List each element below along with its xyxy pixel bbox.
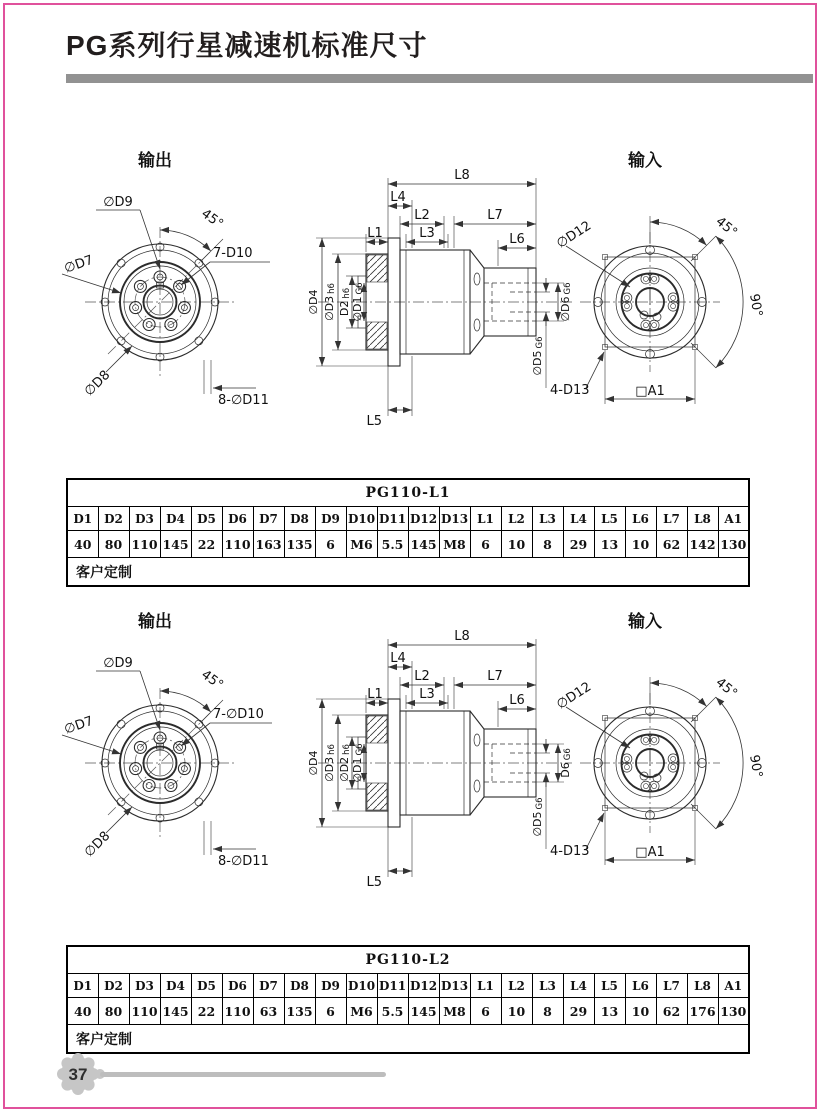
table2-value-cell: 40 <box>67 998 98 1025</box>
dim-l6: L6 <box>509 232 525 247</box>
output-screw-circle-2 <box>130 732 191 792</box>
table1-value-cell: 110 <box>129 531 160 558</box>
table2-value-cell: 6 <box>470 998 501 1025</box>
dim-l8-2: L8 <box>454 629 470 644</box>
dim-d12-label-2: ∅D12 <box>554 679 595 713</box>
dim-d4: ∅D4 <box>307 289 320 315</box>
table2-header-cell: D4 <box>160 974 191 998</box>
table1-header-cell: D10 <box>346 507 377 531</box>
table2-header-cell: D6 <box>222 974 253 998</box>
dim-l2: L2 <box>414 208 430 223</box>
dim-d5: ∅D5G6 <box>531 336 545 376</box>
table-pg110-l1 <box>66 478 750 587</box>
table2-header-cell: D12 <box>408 974 439 998</box>
table2-value-cell: 63 <box>253 998 284 1025</box>
dim-l6-2: L6 <box>509 693 525 708</box>
table2-header-cell: D5 <box>191 974 222 998</box>
dim-d3-2: ∅D3h6 <box>323 744 337 782</box>
table1-value-cell: 135 <box>284 531 315 558</box>
dim-d7-label: ∅D7 <box>62 252 96 277</box>
table2-value-cell: 80 <box>98 998 129 1025</box>
dim-l4-2: L4 <box>390 651 406 666</box>
dim-d6: ∅D6G6 <box>559 282 573 322</box>
table2-value-cell: 6 <box>315 998 346 1025</box>
table1-value-cell: 6 <box>470 531 501 558</box>
dim-4-d13-label-2: 4-D13 <box>550 844 590 859</box>
table2-header-cell: L7 <box>656 974 687 998</box>
output-screw-circle <box>130 271 191 331</box>
table1-header-cell: D13 <box>439 507 470 531</box>
table1-header-cell: A1 <box>718 507 749 531</box>
dim-d9-label: ∅D9 <box>103 195 133 210</box>
dim-d9-label-2: ∅D9 <box>103 656 133 671</box>
table1-header-cell: D6 <box>222 507 253 531</box>
table1-value-cell: 29 <box>563 531 594 558</box>
angle-45-label: 45° <box>198 206 226 233</box>
dim-l7-2: L7 <box>487 669 503 684</box>
dim-l5: L5 <box>366 414 382 429</box>
dim-d12-label: ∅D12 <box>554 218 595 252</box>
table1-footer: 客户定制 <box>67 558 749 587</box>
dim-d7-label-2: ∅D7 <box>62 713 96 738</box>
table2-header-cell: L4 <box>563 974 594 998</box>
table2-value-cell: 110 <box>129 998 160 1025</box>
table2-value-cell: 10 <box>501 998 532 1025</box>
table1-value-cell: 142 <box>687 531 718 558</box>
page-title: PG系列行星减速机标准尺寸 <box>66 30 428 61</box>
angle-45-input-label: 45° <box>712 214 740 241</box>
table1-header-cell: D12 <box>408 507 439 531</box>
table2-value-cell: 29 <box>563 998 594 1025</box>
dim-d5-2: ∅D5G6 <box>531 797 545 837</box>
dim-d2-2: ∅D2h6 <box>338 744 352 782</box>
table1-header-cell: L1 <box>470 507 501 531</box>
dim-l7: L7 <box>487 208 503 223</box>
table2-value-cell: 62 <box>656 998 687 1025</box>
table1-header-cell: D8 <box>284 507 315 531</box>
table2-footer: 客户定制 <box>67 1025 749 1054</box>
section2-drawings <box>20 603 800 903</box>
table2-header-cell: D9 <box>315 974 346 998</box>
table2-header-cell: D13 <box>439 974 470 998</box>
dim-l1: L1 <box>367 226 383 241</box>
table2-value-cell: 110 <box>222 998 253 1025</box>
input-rear-view <box>550 214 765 404</box>
dim-d3: ∅D3h6 <box>323 283 337 321</box>
table1-header-cell: L7 <box>656 507 687 531</box>
table1-header-cell: L4 <box>563 507 594 531</box>
table1-header-cell: L3 <box>532 507 563 531</box>
table2-value-cell: M6 <box>346 998 377 1025</box>
table1-title: PG110-L1 <box>67 479 749 507</box>
input-view-title: 输入 <box>628 151 662 171</box>
dim-a1-label-2: □A1 <box>635 845 665 860</box>
table1-value-cell: 62 <box>656 531 687 558</box>
section1-drawings <box>20 142 800 442</box>
dim-d8-label-2: ∅D8 <box>81 828 114 861</box>
dim-l1-2: L1 <box>367 687 383 702</box>
angle-45-input-label-2: 45° <box>712 675 740 702</box>
output-front-view-2 <box>62 656 272 869</box>
input-rear-view-2 <box>550 675 765 865</box>
table2-header-cell: D8 <box>284 974 315 998</box>
table2-header-cell: D11 <box>377 974 408 998</box>
title-underline-bar <box>66 74 813 83</box>
table2-header-cell: L1 <box>470 974 501 998</box>
table2-header-cell: D1 <box>67 974 98 998</box>
table1-header-cell: D5 <box>191 507 222 531</box>
table2-value-cell: 5.5 <box>377 998 408 1025</box>
table2-value-cell: 13 <box>594 998 625 1025</box>
table2-header-cell: D3 <box>129 974 160 998</box>
table1-value-cell: 80 <box>98 531 129 558</box>
dim-l4: L4 <box>390 190 406 205</box>
table2-value-cell: 176 <box>687 998 718 1025</box>
dim-d1-2: ∅D1G6 <box>351 743 365 783</box>
output-view-title: 输出 <box>138 151 172 171</box>
page-number: 37 <box>68 1065 88 1084</box>
output-view-title-2: 输出 <box>138 612 172 632</box>
table1-value-cell: 10 <box>501 531 532 558</box>
table2-value-cell: 10 <box>625 998 656 1025</box>
dim-7-d10-label-2: 7-∅D10 <box>213 707 264 722</box>
dim-l2-2: L2 <box>414 669 430 684</box>
angle-45-label-2: 45° <box>198 667 226 694</box>
table2-value-cell: 8 <box>532 998 563 1025</box>
angle-90-input-label: 90° <box>746 292 765 319</box>
table1-value-cell: 145 <box>160 531 191 558</box>
table2-header-cell: L6 <box>625 974 656 998</box>
table2-value-cell: 130 <box>718 998 749 1025</box>
table1-value-cell: 10 <box>625 531 656 558</box>
dim-l8: L8 <box>454 168 470 183</box>
table2-value-cell: 135 <box>284 998 315 1025</box>
table2-header-cell: D2 <box>98 974 129 998</box>
table1-header-cell: L2 <box>501 507 532 531</box>
table2-header-cell: D10 <box>346 974 377 998</box>
table1-value-cell: 6 <box>315 531 346 558</box>
dim-8-d11-label-2: 8-∅D11 <box>218 854 269 869</box>
side-section-view-2 <box>307 629 573 890</box>
table1-value-cell: 163 <box>253 531 284 558</box>
table1-value-cell: 5.5 <box>377 531 408 558</box>
table2-header-cell: L2 <box>501 974 532 998</box>
dim-8-d11-label: 8-∅D11 <box>218 393 269 408</box>
output-front-view <box>62 195 270 408</box>
dim-7-d10-label: 7-D10 <box>213 246 253 261</box>
input-view-title-2: 输入 <box>628 612 662 632</box>
footer-line <box>100 1072 386 1077</box>
table2-header-cell: D7 <box>253 974 284 998</box>
table1-header-cell: L8 <box>687 507 718 531</box>
table1-value-cell: M8 <box>439 531 470 558</box>
table2-header-cell: L5 <box>594 974 625 998</box>
dim-a1-label: □A1 <box>635 384 665 399</box>
dim-l5-2: L5 <box>366 875 382 890</box>
table2-title: PG110-L2 <box>67 946 749 974</box>
table1-value-cell: 40 <box>67 531 98 558</box>
table1-value-cell: 130 <box>718 531 749 558</box>
dim-d4-2: ∅D4 <box>307 750 320 776</box>
table2-value-cell: M8 <box>439 998 470 1025</box>
table1-value-cell: 22 <box>191 531 222 558</box>
table1-header-cell: D1 <box>67 507 98 531</box>
table1-header-cell: D4 <box>160 507 191 531</box>
gear-icon <box>57 1053 99 1095</box>
dim-d8-label: ∅D8 <box>81 367 114 400</box>
table1-value-cell: 145 <box>408 531 439 558</box>
table2-value-cell: 145 <box>408 998 439 1025</box>
angle-90-input-label-2: 90° <box>746 753 765 780</box>
dim-d1: ∅D1G6 <box>351 282 365 322</box>
table2-header-cell: L3 <box>532 974 563 998</box>
dim-4-d13-label: 4-D13 <box>550 383 590 398</box>
table1-header-cell: D11 <box>377 507 408 531</box>
table2-value-cell: 22 <box>191 998 222 1025</box>
table-pg110-l2 <box>66 945 750 1054</box>
side-section-view <box>307 168 573 429</box>
table1-value-cell: 13 <box>594 531 625 558</box>
dim-l3-2: L3 <box>419 687 435 702</box>
table1-header-cell: D2 <box>98 507 129 531</box>
dim-d6-2: D6G6 <box>559 748 573 778</box>
dim-l3: L3 <box>419 226 435 241</box>
table1-value-cell: 8 <box>532 531 563 558</box>
table1-header-cell: L6 <box>625 507 656 531</box>
table1-value-cell: 110 <box>222 531 253 558</box>
table2-value-cell: 145 <box>160 998 191 1025</box>
table2-header-cell: A1 <box>718 974 749 998</box>
table2-header-cell: L8 <box>687 974 718 998</box>
table1-header-cell: D3 <box>129 507 160 531</box>
table1-header-cell: L5 <box>594 507 625 531</box>
table1-value-cell: M6 <box>346 531 377 558</box>
table1-header-cell: D7 <box>253 507 284 531</box>
table1-header-cell: D9 <box>315 507 346 531</box>
dim-d2: D2h6 <box>338 287 352 317</box>
